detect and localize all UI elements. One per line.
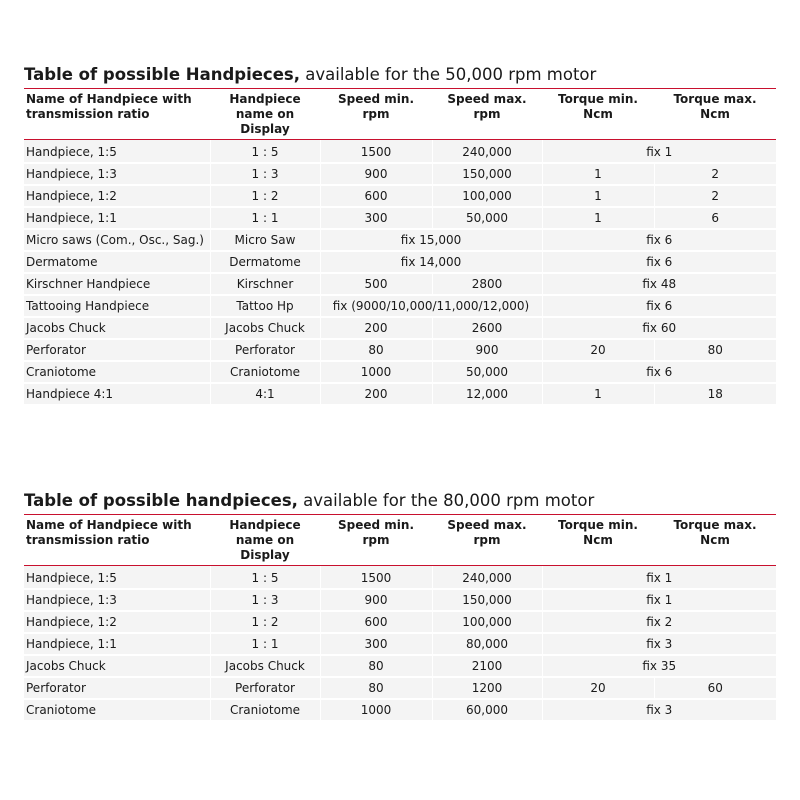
cell-torque-fixed: fix 6 — [542, 295, 776, 317]
table-row — [24, 339, 776, 361]
cell-speed-max: 12,000 — [432, 383, 542, 405]
cell-speed-max: 80,000 — [432, 633, 542, 655]
cell-speed-max: 100,000 — [432, 185, 542, 207]
cell-name: Handpiece, 1:3 — [24, 163, 210, 185]
cell-display: Kirschner — [210, 273, 320, 295]
header-torque-min: Torque min. Ncm — [542, 515, 654, 566]
cell-speed-min: 300 — [320, 633, 432, 655]
table-row — [24, 229, 776, 251]
cell-display: 1 : 5 — [210, 140, 320, 164]
cell-torque-min: 1 — [542, 207, 654, 229]
cell-name: Jacobs Chuck — [24, 655, 210, 677]
cell-torque-fixed: fix 6 — [542, 361, 776, 383]
cell-torque-fixed: fix 48 — [542, 273, 776, 295]
header-name: Name of Handpiece with transmission ratio — [24, 89, 210, 140]
table-row — [24, 655, 776, 677]
cell-speed-max: 2600 — [432, 317, 542, 339]
cell-speed-min: 600 — [320, 185, 432, 207]
table-title-rest: available for the 50,000 rpm motor — [300, 65, 597, 84]
table-row — [24, 163, 776, 185]
cell-speed-min: 80 — [320, 655, 432, 677]
cell-speed-min: 900 — [320, 163, 432, 185]
table-title-bold: Table of possible handpieces, — [24, 491, 298, 510]
table-row — [24, 566, 776, 590]
cell-speed-fixed: fix (9000/10,000/11,000/12,000) — [320, 295, 542, 317]
cell-speed-min: 1000 — [320, 699, 432, 721]
cell-name: Craniotome — [24, 361, 210, 383]
cell-torque-min: 1 — [542, 383, 654, 405]
cell-speed-min: 600 — [320, 611, 432, 633]
cell-display: 1 : 1 — [210, 207, 320, 229]
cell-torque-max: 2 — [654, 185, 776, 207]
table-row — [24, 273, 776, 295]
cell-display: Micro Saw — [210, 229, 320, 251]
table-row — [24, 317, 776, 339]
table-row — [24, 140, 776, 164]
cell-display: 4:1 — [210, 383, 320, 405]
cell-torque-max: 6 — [654, 207, 776, 229]
header-row — [24, 515, 776, 566]
table-row — [24, 589, 776, 611]
header-name: Name of Handpiece with transmission ratio — [24, 515, 210, 566]
table-title-rest: available for the 80,000 rpm motor — [297, 491, 595, 510]
cell-speed-min: 500 — [320, 273, 432, 295]
table-title — [24, 62, 776, 88]
cell-torque-max: 60 — [654, 677, 776, 699]
cell-speed-max: 100,000 — [432, 611, 542, 633]
cell-name: Dermatome — [24, 251, 210, 273]
table-row — [24, 361, 776, 383]
cell-speed-min: 300 — [320, 207, 432, 229]
cell-speed-max: 50,000 — [432, 207, 542, 229]
cell-display: 1 : 5 — [210, 566, 320, 590]
cell-speed-min: 200 — [320, 317, 432, 339]
header-torque-max: Torque max. Ncm — [654, 89, 776, 140]
header-display-name: Handpiece name on Display — [210, 515, 320, 566]
cell-display: 1 : 3 — [210, 589, 320, 611]
header-row — [24, 89, 776, 140]
data-table — [24, 88, 776, 406]
cell-torque-fixed: fix 6 — [542, 229, 776, 251]
cell-name: Kirschner Handpiece — [24, 273, 210, 295]
cell-display: Jacobs Chuck — [210, 317, 320, 339]
header-torque-max: Torque max. Ncm — [654, 515, 776, 566]
cell-torque-fixed: fix 2 — [542, 611, 776, 633]
cell-torque-max: 18 — [654, 383, 776, 405]
table-row — [24, 633, 776, 655]
cell-name: Handpiece, 1:1 — [24, 207, 210, 229]
cell-speed-min: 900 — [320, 589, 432, 611]
table-row — [24, 207, 776, 229]
table-title-bold: Table of possible Handpieces, — [24, 65, 300, 84]
handpiece-table-50000 — [24, 62, 776, 406]
cell-name: Handpiece, 1:5 — [24, 566, 210, 590]
cell-speed-max: 60,000 — [432, 699, 542, 721]
cell-torque-fixed: fix 1 — [542, 589, 776, 611]
cell-name: Handpiece, 1:3 — [24, 589, 210, 611]
cell-name: Perforator — [24, 677, 210, 699]
cell-name: Handpiece, 1:5 — [24, 140, 210, 164]
cell-display: Craniotome — [210, 361, 320, 383]
cell-speed-max: 240,000 — [432, 566, 542, 590]
header-speed-min: Speed min. rpm — [320, 89, 432, 140]
cell-torque-fixed: fix 3 — [542, 633, 776, 655]
cell-torque-min: 20 — [542, 339, 654, 361]
cell-speed-max: 150,000 — [432, 589, 542, 611]
cell-display: 1 : 3 — [210, 163, 320, 185]
cell-name: Handpiece, 1:1 — [24, 633, 210, 655]
cell-speed-max: 240,000 — [432, 140, 542, 164]
table-row — [24, 251, 776, 273]
cell-display: Tattoo Hp — [210, 295, 320, 317]
cell-display: Dermatome — [210, 251, 320, 273]
cell-name: Micro saws (Com., Osc., Sag.) — [24, 229, 210, 251]
header-torque-min: Torque min. Ncm — [542, 89, 654, 140]
cell-speed-min: 1500 — [320, 140, 432, 164]
cell-speed-min: 80 — [320, 677, 432, 699]
table-row — [24, 383, 776, 405]
cell-speed-max: 150,000 — [432, 163, 542, 185]
cell-speed-max: 900 — [432, 339, 542, 361]
cell-display: Perforator — [210, 677, 320, 699]
table-row — [24, 185, 776, 207]
cell-speed-max: 2100 — [432, 655, 542, 677]
cell-speed-max: 50,000 — [432, 361, 542, 383]
cell-name: Craniotome — [24, 699, 210, 721]
cell-speed-min: 1000 — [320, 361, 432, 383]
cell-speed-min: 80 — [320, 339, 432, 361]
cell-name: Tattooing Handpiece — [24, 295, 210, 317]
cell-torque-min: 1 — [542, 185, 654, 207]
cell-torque-max: 2 — [654, 163, 776, 185]
cell-name: Jacobs Chuck — [24, 317, 210, 339]
cell-name: Handpiece, 1:2 — [24, 185, 210, 207]
cell-torque-fixed: fix 60 — [542, 317, 776, 339]
cell-speed-min: 200 — [320, 383, 432, 405]
header-speed-max: Speed max. rpm — [432, 515, 542, 566]
cell-name: Handpiece, 1:2 — [24, 611, 210, 633]
cell-torque-min: 20 — [542, 677, 654, 699]
data-table — [24, 514, 776, 722]
table-title — [24, 488, 776, 514]
cell-display: 1 : 2 — [210, 611, 320, 633]
table-row — [24, 295, 776, 317]
cell-torque-fixed: fix 6 — [542, 251, 776, 273]
cell-display: 1 : 2 — [210, 185, 320, 207]
cell-display: 1 : 1 — [210, 633, 320, 655]
cell-speed-max: 1200 — [432, 677, 542, 699]
cell-speed-fixed: fix 14,000 — [320, 251, 542, 273]
table-row — [24, 699, 776, 721]
cell-torque-fixed: fix 35 — [542, 655, 776, 677]
cell-speed-fixed: fix 15,000 — [320, 229, 542, 251]
cell-display: Craniotome — [210, 699, 320, 721]
header-display-name: Handpiece name on Display — [210, 89, 320, 140]
header-speed-min: Speed min. rpm — [320, 515, 432, 566]
cell-speed-min: 1500 — [320, 566, 432, 590]
table-row — [24, 677, 776, 699]
table-row — [24, 611, 776, 633]
cell-torque-fixed: fix 1 — [542, 566, 776, 590]
cell-display: Perforator — [210, 339, 320, 361]
handpiece-table-80000 — [24, 488, 776, 722]
cell-name: Handpiece 4:1 — [24, 383, 210, 405]
cell-name: Perforator — [24, 339, 210, 361]
cell-display: Jacobs Chuck — [210, 655, 320, 677]
cell-torque-max: 80 — [654, 339, 776, 361]
cell-torque-min: 1 — [542, 163, 654, 185]
header-speed-max: Speed max. rpm — [432, 89, 542, 140]
cell-speed-max: 2800 — [432, 273, 542, 295]
cell-torque-fixed: fix 3 — [542, 699, 776, 721]
cell-torque-fixed: fix 1 — [542, 140, 776, 164]
